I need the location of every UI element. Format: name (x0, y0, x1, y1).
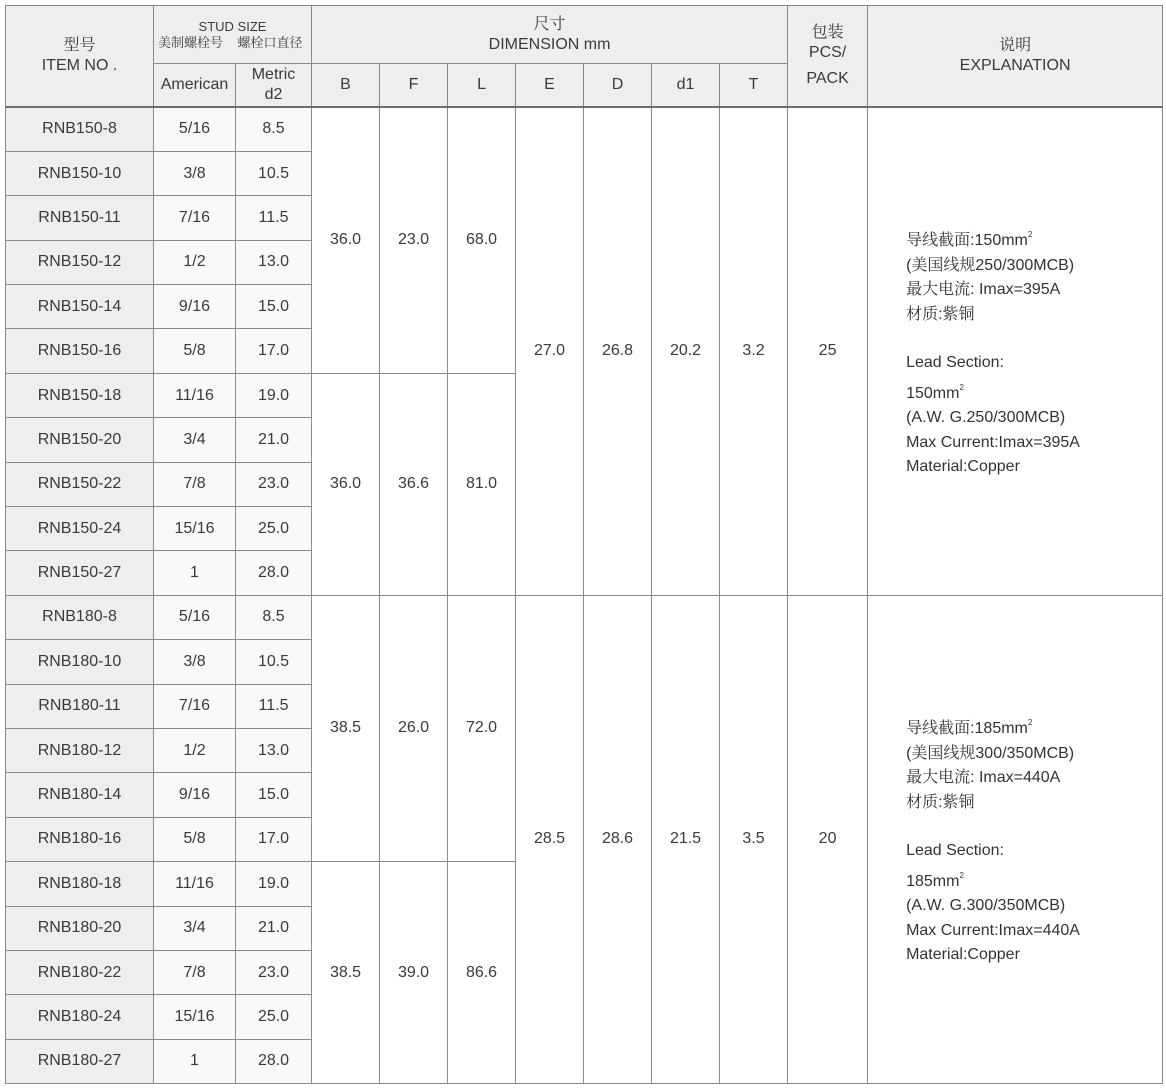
item-no-cell: RNB150-14 (6, 285, 154, 329)
item-no-cell: RNB180-16 (6, 817, 154, 861)
item-no-cell: RNB180-18 (6, 862, 154, 906)
dim-t-cell: 3.5 (720, 595, 788, 1083)
lead-section-en: Lead Section: (906, 842, 1004, 860)
awg-cn: (美国线规300/350MCB) (906, 744, 1075, 762)
american-size-cell: 1 (154, 1039, 236, 1083)
dim-f-cell: 23.0 (380, 107, 448, 373)
dim-b-cell: 36.0 (312, 107, 380, 373)
max-current-cn: 最大电流: Imax=395A (906, 281, 1061, 299)
max-current-en: Max Current:Imax=440A (906, 921, 1080, 939)
american-size-cell: 9/16 (154, 285, 236, 329)
item-no-cell: RNB180-14 (6, 773, 154, 817)
table-body (6, 107, 1163, 1084)
dim-l-cell: 86.6 (448, 862, 516, 1084)
american-size-cell: 7/16 (154, 196, 236, 240)
dim-d1-cell: 21.5 (652, 595, 720, 1083)
american-size-cell: 1/2 (154, 728, 236, 772)
american-size-cell: 7/16 (154, 684, 236, 728)
item-no-cell: RNB150-27 (6, 551, 154, 595)
item-no-cell: RNB150-24 (6, 507, 154, 551)
lead-section-cn: 导线截面:150mm (906, 232, 1028, 250)
item-no-cell: RNB150-11 (6, 196, 154, 240)
max-current-cn: 最大电流: Imax=440A (906, 769, 1061, 787)
awg-en: (A.W. G.250/300MCB) (906, 409, 1066, 427)
item-no-cell: RNB150-18 (6, 373, 154, 417)
dim-l-cell: 68.0 (448, 107, 516, 373)
dim-t-cell: 3.2 (720, 107, 788, 595)
american-size-cell: 9/16 (154, 773, 236, 817)
american-size-cell: 3/8 (154, 640, 236, 684)
material-en: Material:Copper (906, 458, 1020, 476)
header-item-no: 型号 ITEM NO . (6, 6, 154, 108)
item-no-cell: RNB180-22 (6, 950, 154, 994)
dim-l-cell: 81.0 (448, 373, 516, 595)
metric-size-cell: 28.0 (236, 551, 312, 595)
item-no-cell: RNB150-20 (6, 418, 154, 462)
superscript-2: 2 (1027, 718, 1033, 728)
american-size-cell: 15/16 (154, 507, 236, 551)
table-row (6, 107, 1163, 151)
dim-l-cell: 72.0 (448, 595, 516, 861)
item-no-cell: RNB180-10 (6, 640, 154, 684)
dim-d-cell: 28.6 (584, 595, 652, 1083)
metric-size-cell: 17.0 (236, 817, 312, 861)
metric-size-cell: 15.0 (236, 285, 312, 329)
superscript-2: 2 (959, 382, 964, 392)
awg-en: (A.W. G.300/350MCB) (906, 897, 1066, 915)
header-dimension: 尺寸 DIMENSION mm (312, 6, 788, 64)
header-col-l: L (448, 64, 516, 108)
lead-section-cn: 导线截面:185mm (906, 720, 1028, 738)
metric-size-cell: 11.5 (236, 196, 312, 240)
item-no-cell: RNB180-11 (6, 684, 154, 728)
metric-size-cell: 8.5 (236, 595, 312, 639)
dim-b-cell: 36.0 (312, 373, 380, 595)
lead-section-en: Lead Section: (906, 354, 1004, 372)
metric-size-cell: 13.0 (236, 728, 312, 772)
american-size-cell: 5/8 (154, 329, 236, 373)
header-stud-size: STUD SIZE 美制螺栓号 螺栓口直径 (154, 6, 312, 64)
metric-size-cell: 10.5 (236, 640, 312, 684)
item-no-cell: RNB180-27 (6, 1039, 154, 1083)
metric-size-cell: 23.0 (236, 950, 312, 994)
metric-size-cell: 23.0 (236, 462, 312, 506)
metric-size-cell: 11.5 (236, 684, 312, 728)
spec-table (5, 5, 1163, 1084)
metric-size-cell: 13.0 (236, 240, 312, 284)
american-size-cell: 1/2 (154, 240, 236, 284)
metric-size-cell: 28.0 (236, 1039, 312, 1083)
pack-cell: 20 (788, 595, 868, 1083)
item-no-cell: RNB180-20 (6, 906, 154, 950)
item-no-cell: RNB150-12 (6, 240, 154, 284)
metric-size-cell: 15.0 (236, 773, 312, 817)
item-no-cell: RNB150-10 (6, 151, 154, 195)
dim-f-cell: 26.0 (380, 595, 448, 861)
header-col-e: E (516, 64, 584, 108)
american-size-cell: 5/16 (154, 595, 236, 639)
metric-size-cell: 8.5 (236, 107, 312, 151)
superscript-2: 2 (1027, 230, 1033, 240)
table-header (6, 6, 1163, 108)
metric-size-cell: 21.0 (236, 906, 312, 950)
item-no-cell: RNB180-8 (6, 595, 154, 639)
american-size-cell: 11/16 (154, 862, 236, 906)
header-explanation: 说明 EXPLANATION (868, 6, 1163, 108)
metric-size-cell: 17.0 (236, 329, 312, 373)
explanation-cell (868, 107, 1163, 595)
american-size-cell: 3/8 (154, 151, 236, 195)
american-size-cell: 5/16 (154, 107, 236, 151)
item-no-cell: RNB180-12 (6, 728, 154, 772)
header-col-f: F (380, 64, 448, 108)
metric-size-cell: 19.0 (236, 373, 312, 417)
dim-e-cell: 27.0 (516, 107, 584, 595)
header-col-t: T (720, 64, 788, 108)
header-pack: 包装 PCS/ PACK (788, 6, 868, 108)
dim-f-cell: 39.0 (380, 862, 448, 1084)
american-size-cell: 5/8 (154, 817, 236, 861)
header-col-d: D (584, 64, 652, 108)
american-size-cell: 3/4 (154, 906, 236, 950)
material-cn: 材质:紫铜 (906, 305, 975, 323)
material-en: Material:Copper (906, 946, 1020, 964)
metric-size-cell: 10.5 (236, 151, 312, 195)
lead-section-value: 150mm (906, 384, 960, 402)
item-no-cell: RNB150-8 (6, 107, 154, 151)
header-col-d1: d1 (652, 64, 720, 108)
dim-d1-cell: 20.2 (652, 107, 720, 595)
header-metric: Metric d2 (236, 64, 312, 108)
american-size-cell: 15/16 (154, 995, 236, 1039)
american-size-cell: 1 (154, 551, 236, 595)
metric-size-cell: 25.0 (236, 995, 312, 1039)
superscript-2: 2 (959, 870, 964, 880)
american-size-cell: 7/8 (154, 462, 236, 506)
explanation-cell (868, 595, 1163, 1083)
american-size-cell: 3/4 (154, 418, 236, 462)
dim-b-cell: 38.5 (312, 595, 380, 861)
american-size-cell: 11/16 (154, 373, 236, 417)
max-current-en: Max Current:Imax=395A (906, 433, 1080, 451)
dim-d-cell: 26.8 (584, 107, 652, 595)
american-size-cell: 7/8 (154, 950, 236, 994)
item-no-cell: RNB150-16 (6, 329, 154, 373)
dim-f-cell: 36.6 (380, 373, 448, 595)
metric-size-cell: 21.0 (236, 418, 312, 462)
item-no-cell: RNB180-24 (6, 995, 154, 1039)
lead-section-value: 185mm (906, 872, 960, 890)
table-row (6, 595, 1163, 639)
pack-cell: 25 (788, 107, 868, 595)
awg-cn: (美国线规250/300MCB) (906, 256, 1075, 274)
metric-size-cell: 25.0 (236, 507, 312, 551)
header-american: American (154, 64, 236, 108)
item-no-cell: RNB150-22 (6, 462, 154, 506)
header-col-b: B (312, 64, 380, 108)
material-cn: 材质:紫铜 (906, 793, 975, 811)
dim-b-cell: 38.5 (312, 862, 380, 1084)
dim-e-cell: 28.5 (516, 595, 584, 1083)
metric-size-cell: 19.0 (236, 862, 312, 906)
